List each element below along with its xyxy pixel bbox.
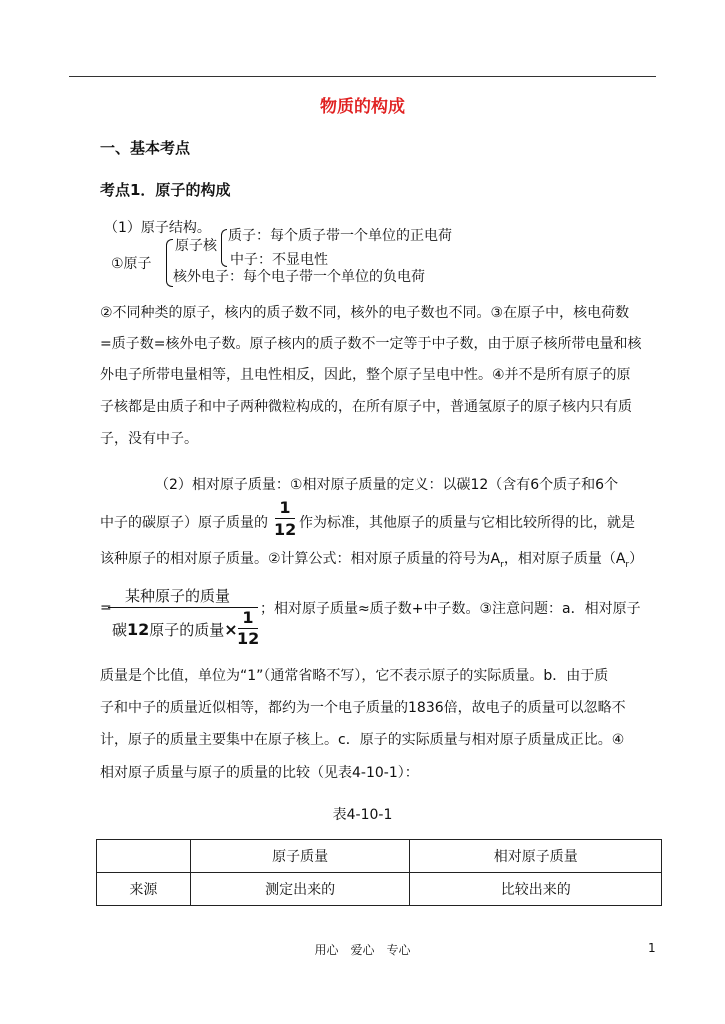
equals-sign: = [100,600,112,616]
formula-den-twelve: 12 [127,620,150,639]
table-header-cell: 原子质量 [190,840,410,873]
nucleus-brace [221,229,227,267]
proton-text: 质子：每个质子带一个单位的正电荷 [228,228,452,244]
ar-subscript: r [500,559,504,570]
formula-intro-c: ） [629,551,644,567]
paragraph-line: （2）相对原子质量：①相对原子质量的定义：以碳12（含有6个质子和6个 [155,477,619,493]
paragraph-line: 子和中子的质量近似相等，都约为一个电子质量的1836倍，故电子的质量可以忽略不 [100,700,626,716]
fraction-numerator: 1 [279,498,291,517]
table-cell: 比较出来的 [410,873,662,906]
formula-den-carbon: 碳 [112,621,128,639]
nucleus-label: 原子核 [175,238,217,254]
table-caption: 表4-10-1 [332,807,393,823]
paragraph-line: 子，没有中子。 [100,431,198,447]
ar-subscript: r [625,559,630,570]
paragraph-line: ②不同种类的原子，核内的质子数不同，核外的电子数也不同。③在原子中，核电荷数 [100,305,630,321]
table-cell: 测定出来的 [190,873,410,906]
page-title: 物质的构成 [320,97,405,117]
table-header-cell: 相对原子质量 [410,840,662,873]
paragraph-line: =质子数=核外电子数。原子核内的质子数不一定等于中子数，由于原子核所带电量和核 [100,336,642,352]
atom-brace [166,239,173,287]
footer-text: 用心 爱心 专心 [314,943,411,957]
atom-label: ①原子 [111,256,152,272]
header-rule [69,76,656,77]
paragraph-line: 作为标准，其他原子的质量与它相比较所得的比，就是 [299,515,635,531]
formula-denominator [112,619,238,640]
table-header-row [97,840,662,873]
neutron-text: 中子：不显电性 [230,252,328,268]
paragraph-line: 子核都是由质子和中子两种微粒构成的，在所有原子中，普通氢原子的原子核内只有质 [100,399,632,415]
paragraph-line: 相对原子质量与原子的质量的比较（见表4-10-1）： [100,765,419,781]
point-heading: 考点1．原子的构成 [100,181,231,199]
paragraph-line: 中子的碳原子）原子质量的 [100,515,268,531]
formula-intro: 该种原子的相对原子质量。②计算公式：相对原子质量的符号为A [100,551,501,567]
formula-bar [108,607,258,608]
fraction-one-twelfth [274,499,296,539]
paragraph-line [100,548,643,570]
paragraph-line: 质量是个比值，单位为“1”（通常省略不写），它不表示原子的实际质量。b．由于质 [100,668,609,684]
fraction-bar [275,518,295,519]
table-cell: 来源 [97,873,191,906]
formula-numerator: 某种原子的质量 [125,587,231,605]
comparison-table [96,839,662,906]
fraction-denominator: 12 [274,520,297,539]
table-header-cell [97,840,191,873]
paragraph-line: ；相对原子质量≈质子数+中子数。③注意问题：a．相对原子 [260,601,641,617]
formula-intro-b: ，相对原子质量（A [503,551,626,567]
formula-den-mass: 原子的质量 [149,621,225,639]
formula-fraction [237,610,259,647]
fraction-numerator: 1 [242,608,254,627]
electron-text: 核外电子：每个电子带一个单位的负电荷 [173,269,425,285]
section-heading: 一、基本考点 [100,139,191,157]
formula-times: × [224,620,238,639]
paragraph-line: 计，原子的质量主要集中在原子核上。c．原子的实际质量与相对原子质量成正比。④ [100,732,625,748]
paragraph-line: 外电子所带电量相等，且电性相反，因此，整个原子呈电中性。④并不是所有原子的原 [100,367,631,383]
page-number: 1 [648,941,656,955]
fraction-denominator: 12 [237,629,260,648]
atom-structure-label: （1）原子结构。 [104,220,211,236]
fraction-bar [238,628,258,629]
table-row [97,873,662,906]
